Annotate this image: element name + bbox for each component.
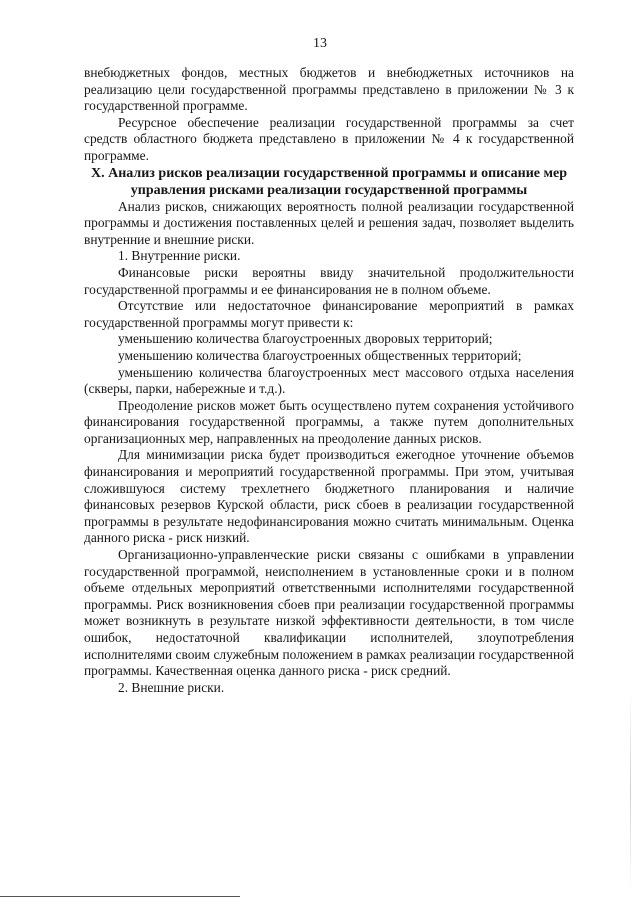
list-item: уменьшению количества благоустроенных мест массового отдыха населения (скверы, парки, набережные и т.д.). bbox=[84, 364, 574, 397]
subheading-internal-risks: 1. Внутренние риски. bbox=[118, 248, 241, 264]
paragraph-continuation: внебюджетных фондов, местных бюджетов и внебюджетных источников на реализацию цели государственной программы представлено в приложении № 3 к государственной программе. bbox=[84, 65, 574, 114]
paragraph-risk-analysis: Анализ рисков, снижающих вероятность полной реализации государственной программы и достижения поставленных целей и решения задач, позволяет выделить внутренние и внешние риски. bbox=[84, 198, 574, 247]
footer-divider bbox=[0, 896, 240, 897]
paragraph-risk-minimization: Для минимизации риска будет производиться ежегодное уточнение объемов финансирования и мероприятий государственной программы. При этом, учитывая сложившуюся систему трехлетнего бюджетного планирования и наличие финансовых резервов Курской области, риск сбоев в реализации государственной программы в результате недофинансирования можно считать минимальным. Оценка данного риска - риск низкий. bbox=[84, 447, 574, 546]
scan-edge-artifact bbox=[630, 690, 631, 890]
document-body bbox=[84, 65, 574, 696]
paragraph-resource-funding: Ресурсное обеспечение реализации государственной программы за счет средств областного бюджета представлено в приложении № 4 к государственной программе. bbox=[84, 114, 574, 163]
list-item: уменьшению количества благоустроенных дворовых территорий; bbox=[118, 331, 493, 347]
page-number: 13 bbox=[313, 36, 327, 51]
section-heading: X. Анализ рисков реализации государственной программы и описание мер управления рисками реализации государственной программы bbox=[90, 165, 568, 198]
paragraph-insufficient-funding: Отсутствие или недостаточное финансирование мероприятий в рамках государственной программы могут привести к: bbox=[84, 298, 574, 330]
paragraph-financial-risks: Финансовые риски вероятны ввиду значительной продолжительности государственной программы и ее финансирования не в полном объеме. bbox=[84, 264, 574, 297]
paragraph-overcoming-risks: Преодоление рисков может быть осуществлено путем сохранения устойчивого финансирования государственной программы, а также путем дополнительных организационных мер, направленных на преодоление данных рисков. bbox=[84, 397, 574, 446]
paragraph-organizational-risks: Организационно-управленческие риски связаны с ошибками в управлении государственной программой, неисполнением в установленные сроки и в полном объеме отдельных мероприятий ответственными исполнителями государственной программы. Риск возникновения сбоев при реализации государственной программы может возникнуть в результате низкой эффективности деятельности, в том числе ошибок, недостаточной квалификации исполнителей, злоупотребления исполнителями своим служебным положением в рамках реализации государственной программы. Качественная оценка данного риска - риск средний. bbox=[84, 547, 574, 679]
subheading-external-risks: 2. Внешние риски. bbox=[118, 679, 225, 695]
list-item: уменьшению количества благоустроенных общественных территорий; bbox=[118, 347, 522, 363]
